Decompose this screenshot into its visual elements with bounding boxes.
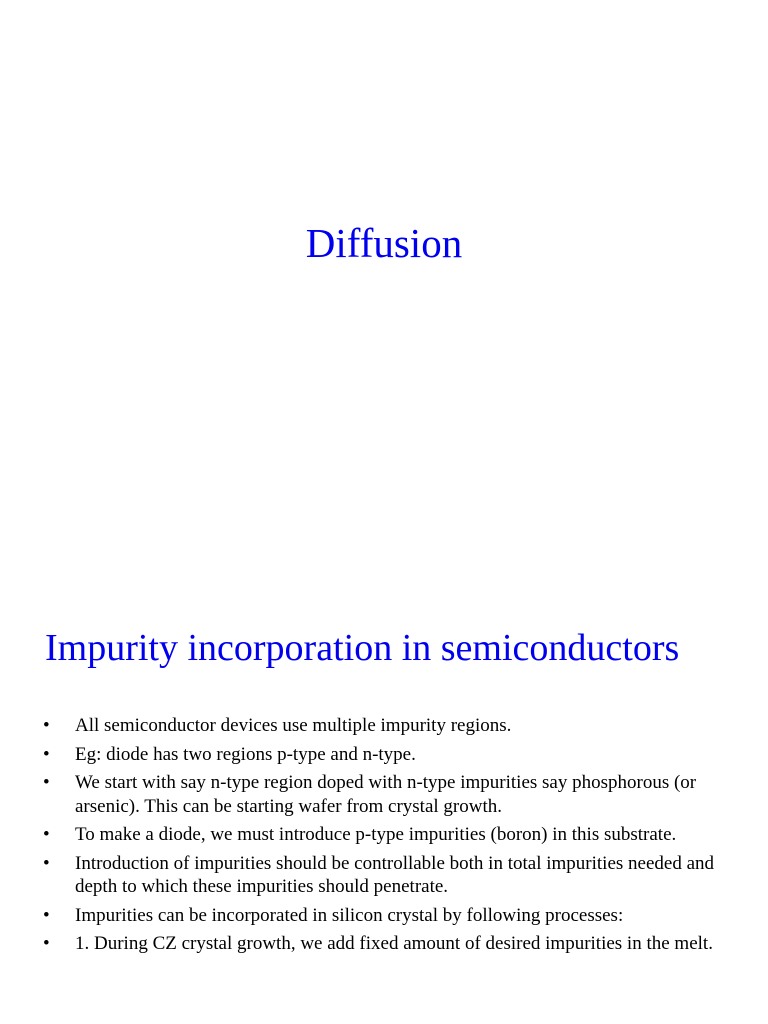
- bullet-text: Introduction of impurities should be controllable both in total impurities needed and depth to which these impurities should penetrate.: [75, 852, 715, 897]
- bullet-marker: •: [43, 933, 50, 954]
- bullet-item-1: [43, 714, 733, 738]
- bullet-marker: •: [43, 772, 50, 793]
- bullet-marker: •: [43, 743, 50, 765]
- bullet-text: Impurities can be incorporated in silicon crystal by following processes:: [75, 904, 624, 926]
- bullet-item-2: [43, 743, 733, 767]
- bullet-text: To make a diode, we must introduce p-type impurities (boron) in this substrate.: [75, 824, 677, 845]
- slide-impurity-incorporation: [0, 576, 768, 1024]
- bullet-text: 1. During CZ crystal growth, we add fixed amount of desired impurities in the melt.: [75, 933, 713, 954]
- bullet-list: [43, 714, 733, 961]
- bullet-text: Eg: diode has two regions p-type and n-type.: [75, 743, 416, 765]
- slide-title-diffusion: Diffusion: [305, 220, 463, 266]
- bullet-marker: •: [43, 852, 50, 874]
- bullet-item-4: [43, 823, 733, 847]
- bullet-marker: •: [43, 715, 50, 736]
- bullet-text: All semiconductor devices use multiple impurity regions.: [75, 715, 512, 736]
- bullet-marker: •: [43, 904, 50, 926]
- bullet-item-6: [43, 904, 733, 928]
- bullet-item-3: [43, 771, 733, 818]
- slide-title-impurity: Impurity incorporation in semiconductors: [45, 627, 680, 669]
- bullet-text: We start with say n-type region doped with n-type impurities say phosphorous (or arsenic). This can be starting wafer from crystal growth.: [75, 772, 697, 817]
- bullet-marker: •: [43, 824, 50, 845]
- bullet-item-5: [43, 852, 733, 899]
- bullet-item-7: [43, 932, 733, 956]
